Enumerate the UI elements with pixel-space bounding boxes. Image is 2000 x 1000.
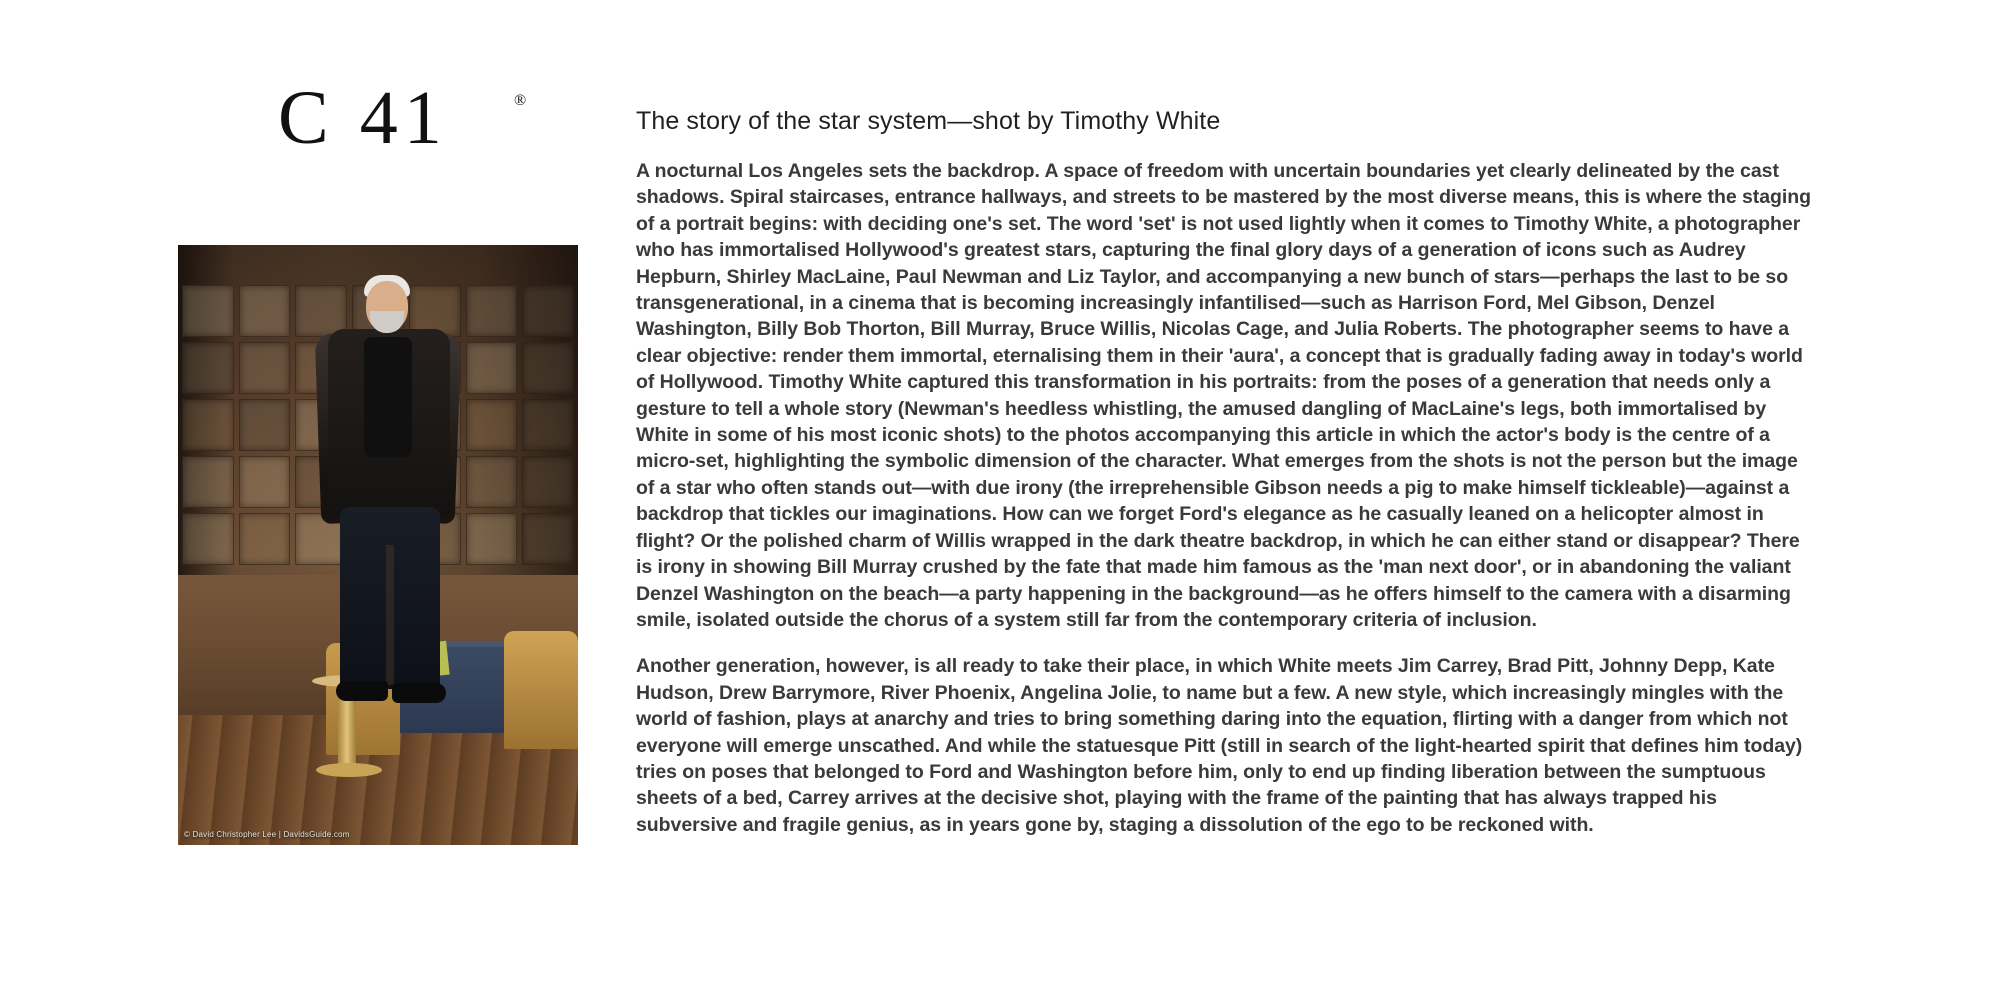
brand-column xyxy=(178,76,578,200)
photo-subject-leg-gap xyxy=(386,545,394,685)
article-paragraph-2: Another generation, however, is all ready to take their place, in which White meets Jim Carrey, Brad Pitt, Johnny Depp, Kate Hudson, Drew Barrymore, River Phoenix, Angelina Jolie, to name but a few. A new style, which increasingly mingles with the world of fashion, plays at anarchy and tries to bring something daring into the equation, flirting with a danger from which not everyone will emerge unscathed. And while the statuesque Pitt (still in search of the light-hearted spirit that defines him today) tries on poses that belonged to Ford and Washington before him, only to end up finding liberation between the sumptuous sheets of a bed, Carrey arrives at the decisive shot, playing with the frame of the painting that has always trapped his subversive and fragile genius, as in years gone by, staging a dissolution of the ego to be reckoned with. xyxy=(636,655,1803,836)
article-paragraph-1: A nocturnal Los Angeles sets the backdrop. A space of freedom with uncertain boundaries yet clearly delineated by the cast shadows. Spiral staircases, entrance hallways, and streets to be mastered by the most diverse means, this is where the staging of a portrait begins: with deciding one's set. The word 'set' is not used lightly when it comes to Timothy White, a photographer who has immortalised Hollywood's greatest stars, capturing the final glory days of a generation of icons such as Audrey Hepburn, Shirley MacLaine, Paul Newman and Liz Taylor, and accompanying a new bunch of stars—perhaps the last to be so transgenerational, in a cinema that is becoming increasingly infantilised—such as Harrison Ford, Mel Gibson, Denzel Washington, Billy Bob Thorton, Bill Murray, Bruce Willis, Nicolas Cage, and Julia Roberts. The photographer seems to have a clear objective: render them immortal, eternalising them in their 'aura', a concept that is gradually fading away in today's world of Hollywood. Timothy White captured this transformation in his portraits: from the poses of a generation that needs only a gesture to tell a whole story (Newman's heedless whistling, the amused dangling of MacLaine's legs, both immortalised by White in some of his most iconic shots) to the photos accompanying this article in which the actor's body is the centre of a micro-set, highlighting the symbolic dimension of the character. What emerges from the shots is not the person but the image of a star who often stands out—with due irony (the irreprehensible Gibson needs a pig to make himself tickleable)—against a backdrop that tickles our imaginations. How can we forget Ford's elegance as he casually leaned on a helicopter almost in flight? Or the polished charm of Willis wrapped in the dark theatre backdrop, in which he can either stand or disappear? There is irony in showing Bill Murray crushed by the fate that made him famous as the 'man next door', or in abandoning the valiant Denzel Washington on the beach—a party happening in the background—as he offers himself to the camera with a disarming smile, isolated outside the chorus of a system still far from the contemporary criteria of inclusion. xyxy=(636,160,1811,631)
article-photo xyxy=(178,245,578,845)
c41-logo xyxy=(178,76,578,200)
photo-subject-shoe-left xyxy=(336,681,388,701)
article-body xyxy=(636,106,1821,838)
photo-credit: © David Christopher Lee | DavidsGuide.com xyxy=(184,830,350,839)
photo-subject-shirt xyxy=(364,337,412,457)
registered-trademark-icon: ® xyxy=(514,92,527,109)
photo-subject-shoe-right xyxy=(392,683,446,703)
photo-side-table-base xyxy=(316,763,382,777)
photo-chair-right xyxy=(504,631,578,749)
logo-wordmark: C 41 xyxy=(278,76,448,160)
article-headline: The story of the star system—shot by Timothy White xyxy=(636,107,1221,135)
